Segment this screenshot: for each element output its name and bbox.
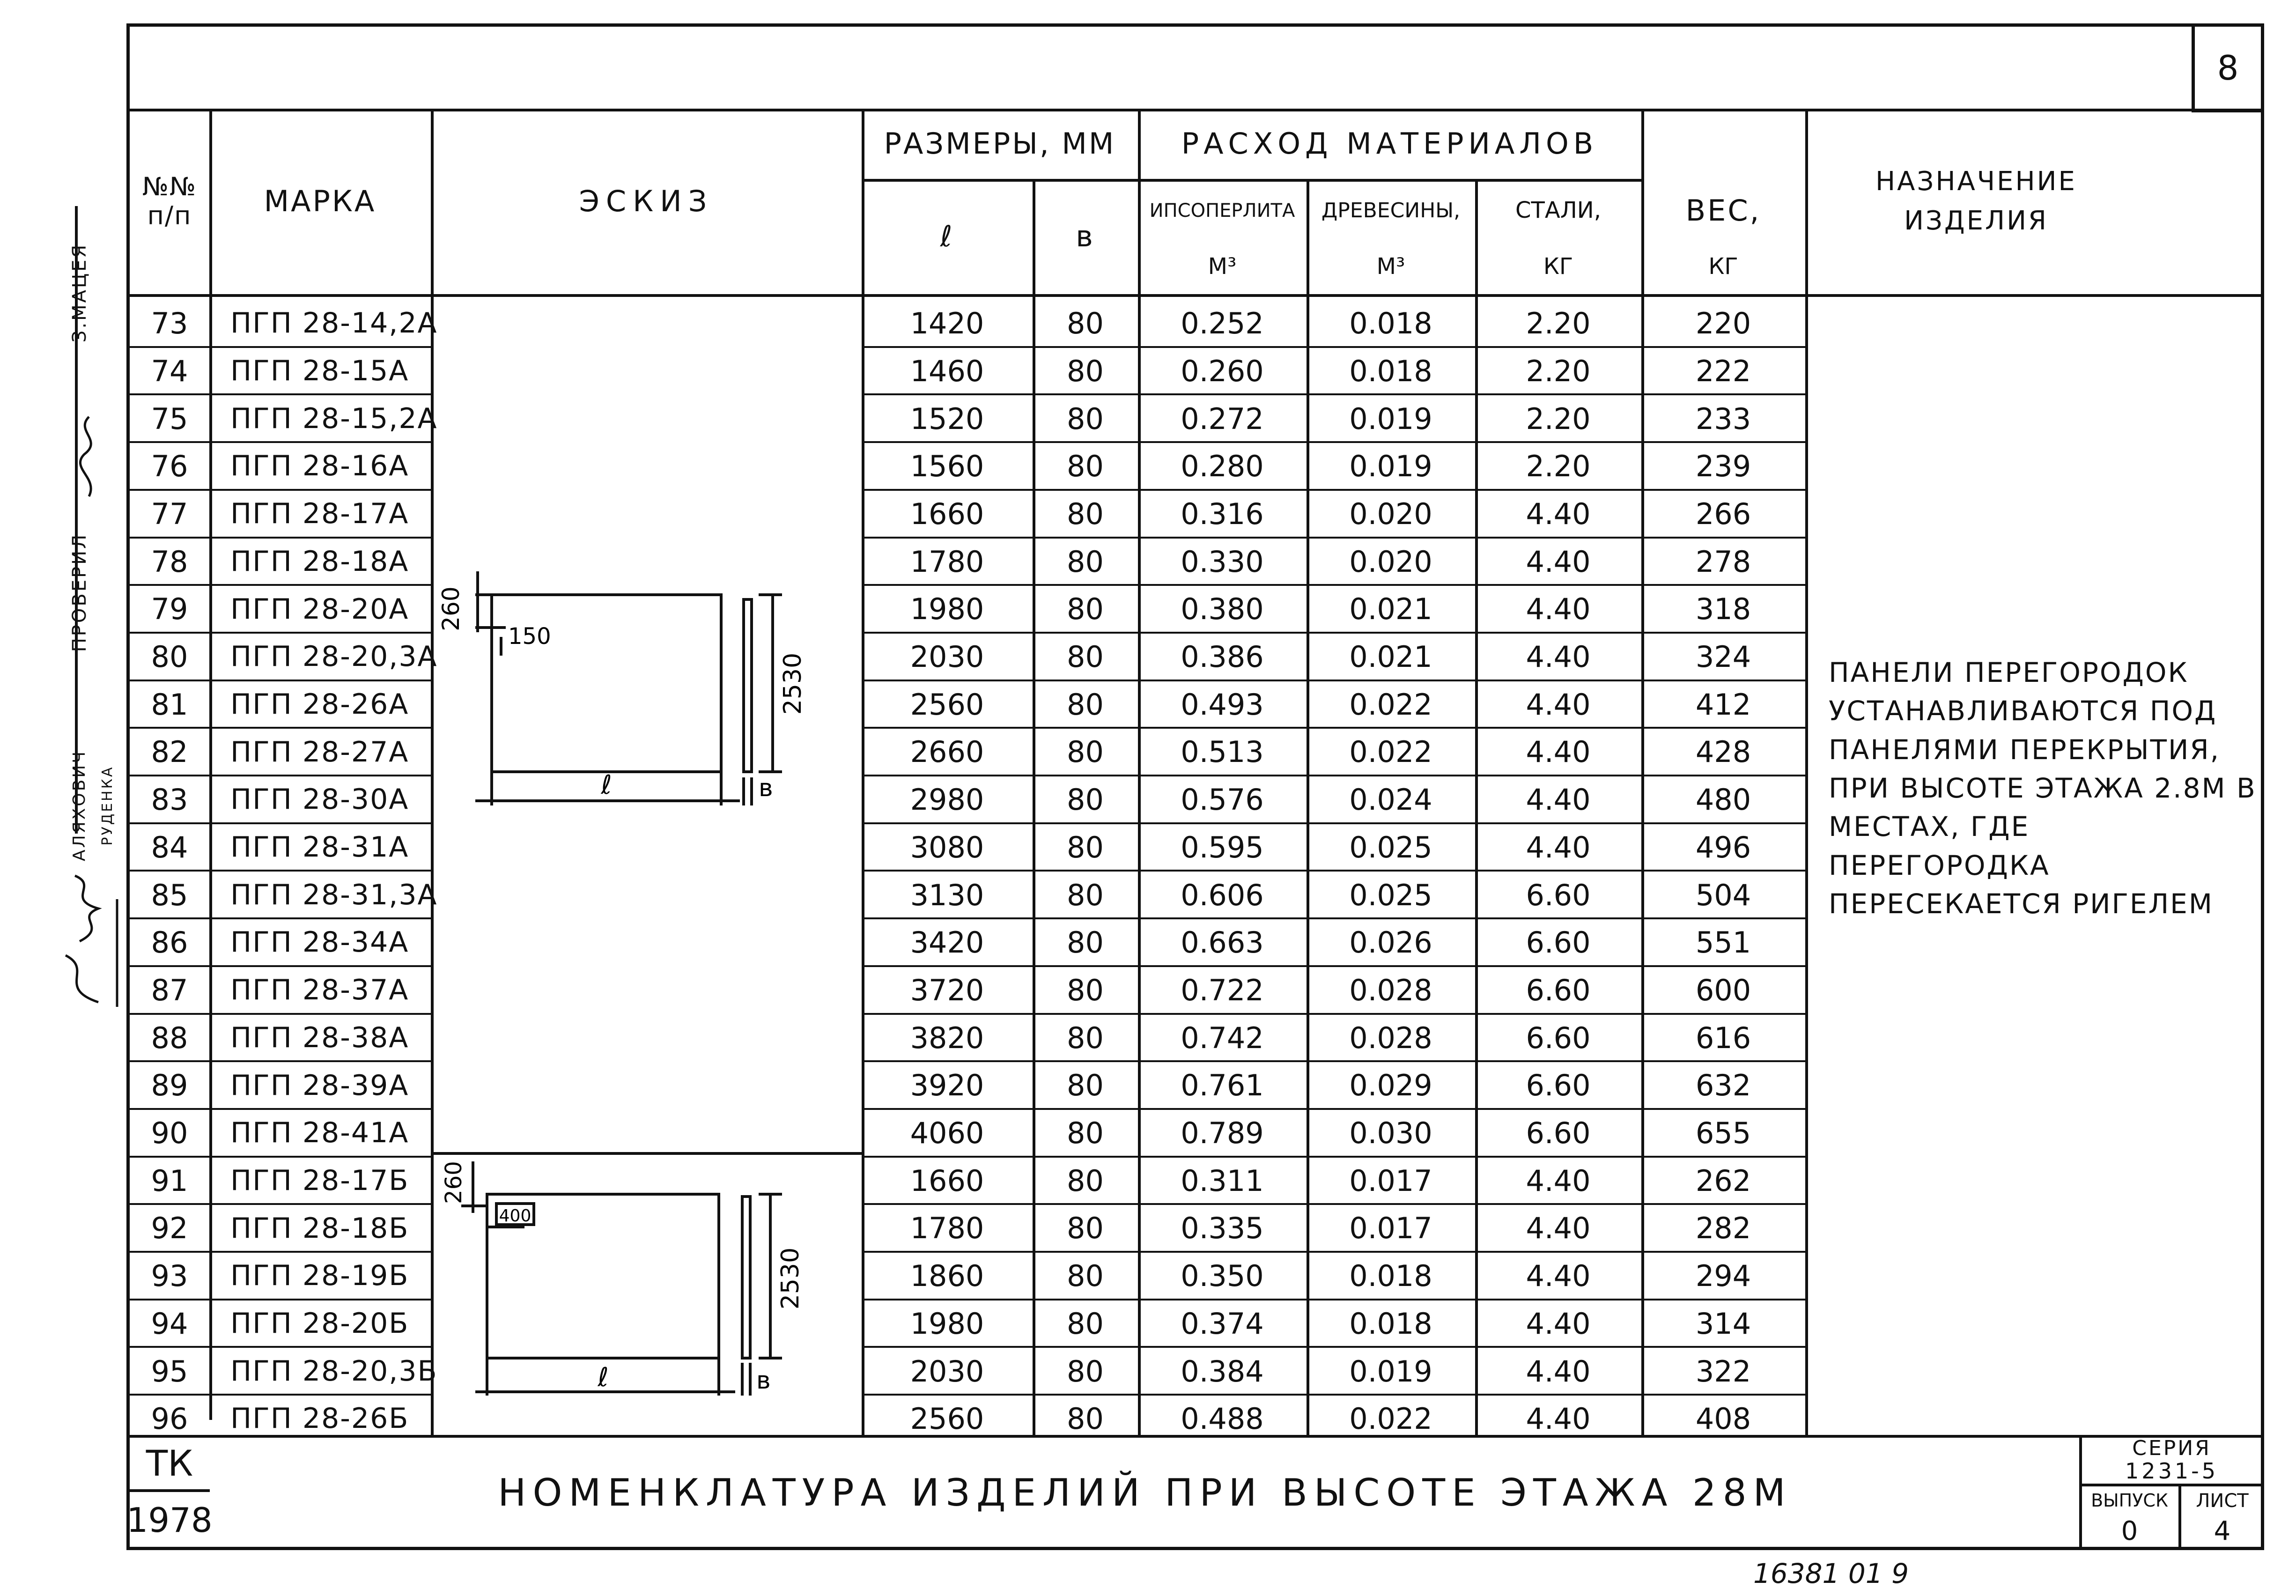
cell-num: 73 xyxy=(151,306,188,341)
side-author-label: АЛЯХОВИЧ xyxy=(70,750,89,862)
cell-mat-b: 0.028 xyxy=(1349,973,1432,1007)
cell-mat-a: 0.789 xyxy=(1181,1116,1264,1151)
cell-num: 76 xyxy=(151,449,188,484)
sketch-panel-a xyxy=(431,553,862,824)
cell-mat-a: 0.576 xyxy=(1181,783,1264,817)
cell-l: 2660 xyxy=(910,735,984,769)
cell-mat-c: 6.60 xyxy=(1526,973,1591,1007)
sheet-title: НОМЕНКЛАТУРА ИЗДЕЛИЙ ПРИ ВЫСОТЕ ЭТАЖА 28М xyxy=(498,1470,1792,1515)
cell-l: 2030 xyxy=(910,1354,984,1389)
cell-mat-c: 6.60 xyxy=(1526,925,1591,960)
cell-weight: 233 xyxy=(1695,401,1751,436)
series-label: СЕРИЯ xyxy=(2132,1436,2211,1460)
cell-weight: 262 xyxy=(1695,1163,1751,1198)
cell-b: 80 xyxy=(1067,592,1104,627)
cell-b: 80 xyxy=(1067,354,1104,388)
cell-mat-c: 4.40 xyxy=(1526,544,1591,579)
cell-num: 79 xyxy=(151,592,188,627)
cell-mat-c: 4.40 xyxy=(1526,1163,1591,1198)
cell-num: 74 xyxy=(151,354,188,388)
cell-l: 3130 xyxy=(910,878,984,912)
cell-marka: ПГП 28-19Б xyxy=(230,1259,409,1293)
cell-mat-b: 0.017 xyxy=(1349,1163,1432,1198)
cell-marka: ПГП 28-31,3А xyxy=(230,878,438,911)
cell-marka: ПГП 28-27А xyxy=(230,735,409,768)
cell-weight: 318 xyxy=(1695,592,1751,627)
stamp-mid-line xyxy=(2079,1484,2264,1486)
cell-mat-a: 0.311 xyxy=(1181,1163,1264,1198)
cell-num: 78 xyxy=(151,544,188,579)
cell-weight: 322 xyxy=(1695,1354,1751,1389)
cell-mat-a: 0.595 xyxy=(1181,830,1264,864)
cell-l: 1660 xyxy=(910,1163,984,1198)
sketch-b-dim-len: ℓ xyxy=(598,1362,609,1393)
cell-l: 3820 xyxy=(910,1020,984,1055)
header-size-b: в xyxy=(1076,219,1095,254)
cell-l: 1660 xyxy=(910,496,984,531)
header-mat-b-unit: М³ xyxy=(1376,253,1405,280)
header-num: №№ п/п xyxy=(142,171,197,230)
cell-weight: 324 xyxy=(1695,640,1751,674)
cell-num: 93 xyxy=(151,1259,188,1293)
cell-num: 90 xyxy=(151,1116,188,1151)
cell-mat-a: 0.761 xyxy=(1181,1068,1264,1103)
cell-b: 80 xyxy=(1067,1259,1104,1293)
cell-marka: ПГП 28-26Б xyxy=(230,1402,409,1435)
cell-weight: 428 xyxy=(1695,735,1751,769)
sheet-label: ЛИСТ xyxy=(2196,1490,2249,1512)
cell-marka: ПГП 28-18А xyxy=(230,545,409,578)
cell-l: 1780 xyxy=(910,1211,984,1246)
cell-weight: 408 xyxy=(1695,1402,1751,1436)
cell-b: 80 xyxy=(1067,1163,1104,1198)
cell-mat-c: 4.40 xyxy=(1526,496,1591,531)
cell-mat-c: 4.40 xyxy=(1526,1354,1591,1389)
cell-b: 80 xyxy=(1067,640,1104,674)
cell-marka: ПГП 28-41А xyxy=(230,1116,409,1150)
cell-num: 92 xyxy=(151,1211,188,1246)
cell-mat-a: 0.252 xyxy=(1181,306,1264,341)
cell-b: 80 xyxy=(1067,544,1104,579)
cell-marka: ПГП 28-20А xyxy=(230,592,409,626)
cell-mat-b: 0.025 xyxy=(1349,878,1432,912)
cell-l: 3920 xyxy=(910,1068,984,1103)
cell-mat-c: 4.40 xyxy=(1526,783,1591,817)
header-weight-unit: КГ xyxy=(1708,253,1738,280)
cell-mat-b: 0.018 xyxy=(1349,1259,1432,1293)
cell-mat-b: 0.022 xyxy=(1349,735,1432,769)
cell-weight: 412 xyxy=(1695,687,1751,722)
cell-marka: ПГП 28-31А xyxy=(230,831,409,864)
series-value: 1231-5 xyxy=(2125,1458,2218,1484)
header-size-l: ℓ xyxy=(940,219,954,254)
cell-num: 91 xyxy=(151,1163,188,1198)
header-marka: МАРКА xyxy=(264,184,377,219)
header-sizes: РАЗМЕРЫ, ММ xyxy=(884,126,1116,161)
side-author-role: РУДЕНКА xyxy=(99,765,116,846)
cell-marka: ПГП 28-39А xyxy=(230,1069,409,1102)
cell-l: 2980 xyxy=(910,783,984,817)
cell-l: 1460 xyxy=(910,354,984,388)
cell-mat-a: 0.272 xyxy=(1181,401,1264,436)
header-sketch: ЭСКИЗ xyxy=(579,184,714,219)
cell-mat-c: 4.40 xyxy=(1526,1259,1591,1293)
cell-marka: ПГП 28-20,3Б xyxy=(230,1354,438,1388)
cell-mat-a: 0.280 xyxy=(1181,449,1264,484)
cell-num: 85 xyxy=(151,878,188,912)
cell-b: 80 xyxy=(1067,496,1104,531)
cell-mat-a: 0.335 xyxy=(1181,1211,1264,1246)
signature-marks xyxy=(47,398,131,1054)
cell-l: 3720 xyxy=(910,973,984,1007)
cell-mat-c: 4.40 xyxy=(1526,1402,1591,1436)
cell-weight: 655 xyxy=(1695,1116,1751,1151)
cell-b: 80 xyxy=(1067,1116,1104,1151)
cell-mat-b: 0.018 xyxy=(1349,1306,1432,1341)
cell-weight: 278 xyxy=(1695,544,1751,579)
cell-marka: ПГП 28-15А xyxy=(230,355,409,388)
year-label: 1978 xyxy=(126,1500,213,1540)
header-bottom-line xyxy=(126,294,2264,297)
cell-mat-b: 0.021 xyxy=(1349,640,1432,674)
cell-mat-c: 2.20 xyxy=(1526,401,1591,436)
cell-weight: 616 xyxy=(1695,1020,1751,1055)
cell-mat-b: 0.028 xyxy=(1349,1020,1432,1055)
cell-mat-a: 0.330 xyxy=(1181,544,1264,579)
cell-b: 80 xyxy=(1067,830,1104,864)
cell-l: 3080 xyxy=(910,830,984,864)
cell-mat-b: 0.018 xyxy=(1349,306,1432,341)
cell-mat-c: 4.40 xyxy=(1526,1211,1591,1246)
cell-b: 80 xyxy=(1067,735,1104,769)
cell-num: 89 xyxy=(151,1068,188,1103)
cell-mat-b: 0.026 xyxy=(1349,925,1432,960)
cell-num: 77 xyxy=(151,496,188,531)
cell-l: 1420 xyxy=(910,306,984,341)
cell-num: 86 xyxy=(151,925,188,960)
sketch-b-dim-step: 400 xyxy=(499,1206,532,1226)
cell-b: 80 xyxy=(1067,449,1104,484)
tk-label: ТК xyxy=(146,1442,193,1485)
cell-b: 80 xyxy=(1067,687,1104,722)
cell-marka: ПГП 28-20,3А xyxy=(230,640,438,673)
cell-num: 94 xyxy=(151,1306,188,1341)
header-purpose: НАЗНАЧЕНИЕ ИЗДЕЛИЯ xyxy=(1875,166,2077,236)
cell-weight: 314 xyxy=(1695,1306,1751,1341)
header-mat-c: СТАЛИ, xyxy=(1515,197,1601,224)
cell-marka: ПГП 28-30А xyxy=(230,783,409,816)
cell-b: 80 xyxy=(1067,925,1104,960)
cell-b: 80 xyxy=(1067,1020,1104,1055)
sketch-b-dim-height: 2530 xyxy=(776,1247,805,1310)
cell-b: 80 xyxy=(1067,1211,1104,1246)
cell-b: 80 xyxy=(1067,783,1104,817)
archive-number: 16381 01 9 xyxy=(1753,1557,1909,1589)
cell-num: 87 xyxy=(151,973,188,1007)
cell-num: 96 xyxy=(151,1402,188,1436)
header-mat-b: ДРЕВЕСИНЫ, xyxy=(1321,198,1461,222)
cell-marka: ПГП 28-38А xyxy=(230,1021,409,1054)
cell-mat-a: 0.316 xyxy=(1181,496,1264,531)
sketch-a-dim-len: ℓ xyxy=(601,770,612,800)
cell-weight: 239 xyxy=(1695,449,1751,484)
col-line-weight xyxy=(1805,109,1808,1436)
cell-b: 80 xyxy=(1067,1306,1104,1341)
cell-mat-c: 6.60 xyxy=(1526,1020,1591,1055)
header-mat-c-unit: КГ xyxy=(1543,253,1573,280)
sketch-a-dim-height: 2530 xyxy=(779,652,807,715)
cell-b: 80 xyxy=(1067,1068,1104,1103)
header-materials: РАСХОД МАТЕРИАЛОВ xyxy=(1181,126,1598,161)
cell-mat-c: 6.60 xyxy=(1526,1068,1591,1103)
cell-marka: ПГП 28-17А xyxy=(230,497,409,531)
cell-mat-a: 0.663 xyxy=(1181,925,1264,960)
cell-marka: ПГП 28-14,2А xyxy=(230,307,438,340)
cell-mat-a: 0.488 xyxy=(1181,1402,1264,1436)
cell-mat-c: 4.40 xyxy=(1526,1306,1591,1341)
cell-mat-b: 0.022 xyxy=(1349,1402,1432,1436)
cell-weight: 266 xyxy=(1695,496,1751,531)
cell-weight: 496 xyxy=(1695,830,1751,864)
cell-weight: 551 xyxy=(1695,925,1751,960)
cell-mat-a: 0.606 xyxy=(1181,878,1264,912)
cell-num: 81 xyxy=(151,687,188,722)
cell-mat-b: 0.020 xyxy=(1349,496,1432,531)
cell-num: 95 xyxy=(151,1354,188,1389)
issue-value: 0 xyxy=(2121,1515,2138,1546)
cell-weight: 480 xyxy=(1695,783,1751,817)
cell-l: 1980 xyxy=(910,1306,984,1341)
sketch-b-dim-top: 260 xyxy=(441,1161,467,1204)
cell-l: 2030 xyxy=(910,640,984,674)
cell-mat-a: 0.386 xyxy=(1181,640,1264,674)
cell-l: 1560 xyxy=(910,449,984,484)
cell-mat-b: 0.017 xyxy=(1349,1211,1432,1246)
cell-num: 84 xyxy=(151,830,188,864)
side-approver-name: З.МАЦЕЯ xyxy=(69,243,90,343)
cell-b: 80 xyxy=(1067,306,1104,341)
cell-weight: 632 xyxy=(1695,1068,1751,1103)
cell-marka: ПГП 28-17Б xyxy=(230,1164,409,1197)
cell-mat-b: 0.030 xyxy=(1349,1116,1432,1151)
sketch-b-dim-thk: в xyxy=(756,1367,771,1395)
cell-mat-c: 4.40 xyxy=(1526,687,1591,722)
sketch-a-dim-top: 260 xyxy=(437,586,465,631)
cell-weight: 504 xyxy=(1695,878,1751,912)
cell-mat-a: 0.260 xyxy=(1181,354,1264,388)
cell-num: 88 xyxy=(151,1020,188,1055)
cell-weight: 294 xyxy=(1695,1259,1751,1293)
cell-num: 80 xyxy=(151,640,188,674)
header-mat-a-unit: М³ xyxy=(1208,253,1237,280)
cell-mat-c: 6.60 xyxy=(1526,1116,1591,1151)
cell-mat-a: 0.374 xyxy=(1181,1306,1264,1341)
cell-weight: 222 xyxy=(1695,354,1751,388)
cell-l: 4060 xyxy=(910,1116,984,1151)
cell-mat-a: 0.384 xyxy=(1181,1354,1264,1389)
cell-mat-b: 0.019 xyxy=(1349,449,1432,484)
cell-mat-b: 0.024 xyxy=(1349,783,1432,817)
cell-marka: ПГП 28-16А xyxy=(230,450,409,483)
cell-mat-c: 6.60 xyxy=(1526,878,1591,912)
cell-mat-c: 2.20 xyxy=(1526,449,1591,484)
cell-mat-c: 4.40 xyxy=(1526,592,1591,627)
cell-mat-b: 0.018 xyxy=(1349,354,1432,388)
cell-mat-a: 0.742 xyxy=(1181,1020,1264,1055)
cell-weight: 220 xyxy=(1695,306,1751,341)
cell-mat-b: 0.025 xyxy=(1349,830,1432,864)
sketch-a-dim-step: 150 xyxy=(508,623,551,650)
issue-label: ВЫПУСК xyxy=(2091,1490,2168,1511)
cell-mat-c: 4.40 xyxy=(1526,830,1591,864)
cell-l: 1980 xyxy=(910,592,984,627)
purpose-note: ПАНЕЛИ ПЕРЕГОРОДОК УСТАНАВЛИВАЮТСЯ ПОД ПАНЕЛЯМИ ПЕРЕКРЫТИЯ, ПРИ ВЫСОТЕ ЭТАЖА 2.8М В МЕСТАХ, ГДЕ ПЕРЕГОРОДКА ПЕРЕСЕКАЕТСЯ РИГЕЛЕМ xyxy=(1829,657,2257,920)
cell-num: 83 xyxy=(151,783,188,817)
cell-mat-c: 4.40 xyxy=(1526,735,1591,769)
cell-mat-b: 0.020 xyxy=(1349,544,1432,579)
cell-mat-a: 0.493 xyxy=(1181,687,1264,722)
cell-marka: ПГП 28-15,2А xyxy=(230,402,438,435)
cell-marka: ПГП 28-18Б xyxy=(230,1212,409,1245)
cell-mat-c: 2.20 xyxy=(1526,306,1591,341)
cell-l: 2560 xyxy=(910,687,984,722)
header-mat-a: ИПСОПЕРЛИТА xyxy=(1149,200,1295,222)
cell-mat-b: 0.021 xyxy=(1349,592,1432,627)
page-number: 8 xyxy=(2217,48,2239,88)
side-approver-label: ПРОВЕРИЛ xyxy=(69,532,90,652)
cell-mat-a: 0.380 xyxy=(1181,592,1264,627)
cell-l: 1780 xyxy=(910,544,984,579)
cell-b: 80 xyxy=(1067,878,1104,912)
cell-num: 75 xyxy=(151,401,188,436)
cell-b: 80 xyxy=(1067,401,1104,436)
sketch-panel-b xyxy=(431,1152,862,1433)
cell-marka: ПГП 28-34А xyxy=(230,926,409,959)
cell-l: 3420 xyxy=(910,925,984,960)
cell-mat-a: 0.513 xyxy=(1181,735,1264,769)
header-weight: ВЕС, xyxy=(1685,193,1761,228)
sheet-value: 4 xyxy=(2214,1515,2231,1546)
cell-marka: ПГП 28-26А xyxy=(230,687,409,721)
cell-marka: ПГП 28-37А xyxy=(230,974,409,1007)
cell-b: 80 xyxy=(1067,973,1104,1007)
cell-mat-b: 0.019 xyxy=(1349,401,1432,436)
cell-mat-a: 0.722 xyxy=(1181,973,1264,1007)
cell-l: 1860 xyxy=(910,1259,984,1293)
cell-mat-b: 0.022 xyxy=(1349,687,1432,722)
cell-b: 80 xyxy=(1067,1402,1104,1436)
cell-b: 80 xyxy=(1067,1354,1104,1389)
cell-num: 82 xyxy=(151,735,188,769)
cell-mat-c: 4.40 xyxy=(1526,640,1591,674)
cell-mat-a: 0.350 xyxy=(1181,1259,1264,1293)
cell-mat-b: 0.029 xyxy=(1349,1068,1432,1103)
sketch-a-dim-thk: в xyxy=(759,774,773,802)
cell-marka: ПГП 28-20Б xyxy=(230,1307,409,1340)
cell-mat-b: 0.019 xyxy=(1349,1354,1432,1389)
cell-mat-c: 2.20 xyxy=(1526,354,1591,388)
cell-l: 2560 xyxy=(910,1402,984,1436)
cell-weight: 282 xyxy=(1695,1211,1751,1246)
cell-l: 1520 xyxy=(910,401,984,436)
cell-weight: 600 xyxy=(1695,973,1751,1007)
